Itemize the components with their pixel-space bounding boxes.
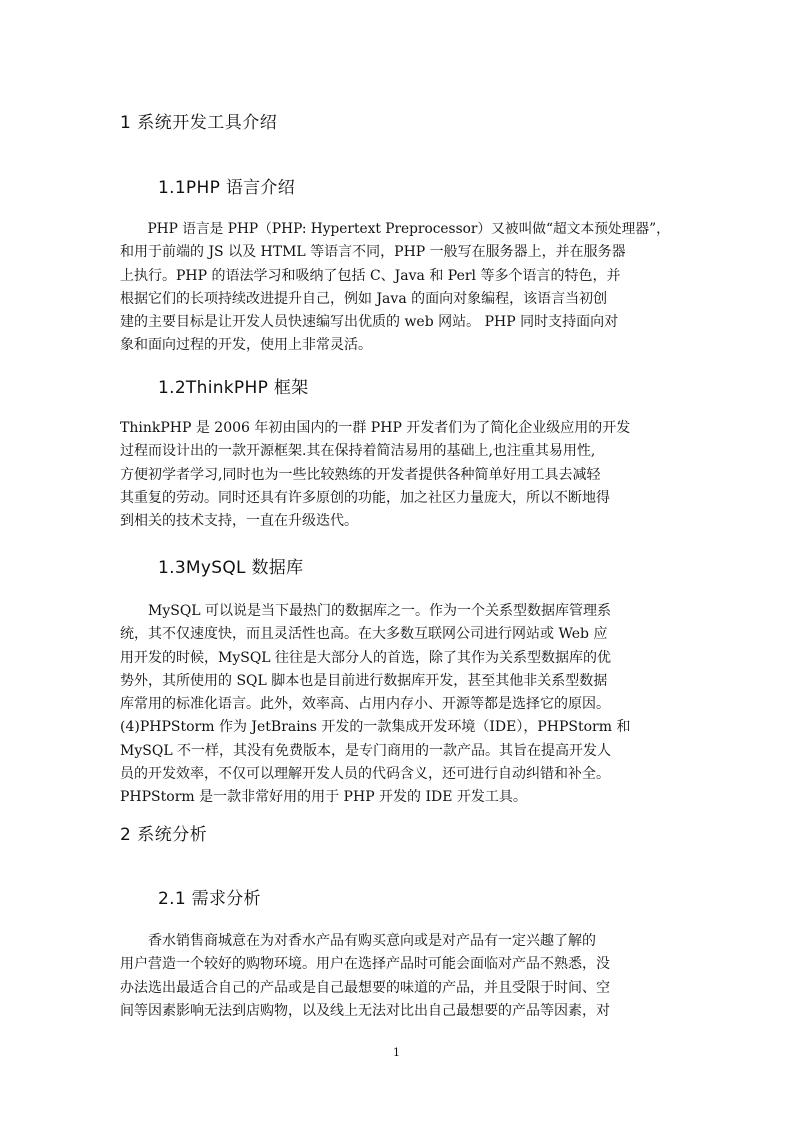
section-2-1-paragraph (120, 930, 674, 1023)
section-1-2-title: 1.2ThinkPHP 框架 (158, 378, 309, 398)
paragraph-line: 员的开发效率，不仅可以理解开发人员的代码含义，还可进行自动纠错和补全。 (120, 766, 610, 783)
paragraph-line: 间等因素影响无法到店购物，以及线上无法对比出自己最想要的产品等因素，对 (120, 1002, 610, 1019)
paragraph-line: 上执行。PHP 的语法学习和吸纳了包括 C、Java 和 Perl 等多个语言的特色，并 (120, 267, 621, 284)
paragraph-line: 到相关的技术支持，一直在升级迭代。 (120, 513, 358, 530)
paragraph-line: (4)PHPStorm 作为 JetBrains 开发的一款集成开发环境（IDE），PHPStorm 和 (120, 719, 631, 736)
section-1-3-title: 1.3MySQL 数据库 (158, 558, 304, 578)
section-1-3-paragraph (120, 600, 674, 810)
section-1-1-title: 1.1PHP 语言介绍 (158, 178, 296, 198)
paragraph-line: 库常用的标准化语言。此外，效率高、占用内存小、开源等都是选择它的原因。 (120, 696, 610, 713)
paragraph-line: 办法选出最适合自己的产品或是自己最想要的味道的产品，并且受限于时间、空 (120, 979, 610, 996)
paragraph-line: 用开发的时候，MySQL 往往是大部分人的首选，除了其作为关系型数据库的优 (120, 649, 612, 666)
paragraph-line: PHPStorm 是一款非常好用的用于 PHP 开发的 IDE 开发工具。 (120, 789, 527, 806)
paragraph-line: MySQL 可以说是当下最热门的数据库之一。作为一个关系型数据库管理系 (120, 603, 612, 619)
paragraph-line: 香水销售商城意在为对香水产品有购买意向或是对产品有一定兴趣了解的 (120, 933, 596, 949)
section-1-title: 1 系统开发工具介绍 (120, 113, 278, 133)
paragraph-line: 势外，其所使用的 SQL 脚本也是目前进行数据库开发，甚至其他非关系型数据 (120, 672, 608, 689)
section-1-1-paragraph (120, 218, 674, 358)
paragraph-line: PHP 语言是 PHP（PHP: Hypertext Preprocessor）又被叫做“超文本预处理器”， (120, 221, 670, 237)
paragraph-line: 统，其不仅速度快，而且灵活性也高。在大多数互联网公司进行网站或 Web 应 (120, 626, 608, 643)
section-2-1-title: 2.1 需求分析 (158, 889, 261, 909)
paragraph-line: 过程而设计出的一款开源框架.其在保持着简洁易用的基础上,也注重其易用性, (120, 443, 596, 460)
page-number: 1 (393, 1046, 400, 1059)
paragraph-line: 和用于前端的 JS 以及 HTML 等语言不同，PHP 一般写在服务器上，并在服务器 (120, 244, 626, 261)
paragraph-line: 用户营造一个较好的购物环境。用户在选择产品时可能会面临对产品不熟悉，没 (120, 956, 610, 973)
paragraph-line: 象和面向过程的开发，使用上非常灵活。 (120, 337, 372, 354)
paragraph-line: 建的主要目标是让开发人员快速编写出优质的 web 网站。 PHP 同时支持面向对 (120, 314, 619, 331)
section-1-2-paragraph (120, 417, 674, 533)
paragraph-line: 其重复的劳动。同时还具有许多原创的功能，加之社区力量庞大，所以不断地得 (120, 489, 610, 506)
paragraph-line: 方便初学者学习,同时也为一些比较熟练的开发者提供各种简单好用工具去减轻 (120, 466, 601, 483)
paragraph-line: MySQL 不一样，其没有免费版本，是专门商用的一款产品。其旨在提高开发人 (120, 742, 612, 759)
section-2-title: 2 系统分析 (120, 825, 208, 845)
paragraph-line: 根据它们的长项持续改进提升自己，例如 Java 的面向对象编程，该语言当初创 (120, 290, 608, 307)
paragraph-line: ThinkPHP 是 2006 年初由国内的一群 PHP 开发者们为了简化企业级应用的开发 (120, 420, 631, 436)
